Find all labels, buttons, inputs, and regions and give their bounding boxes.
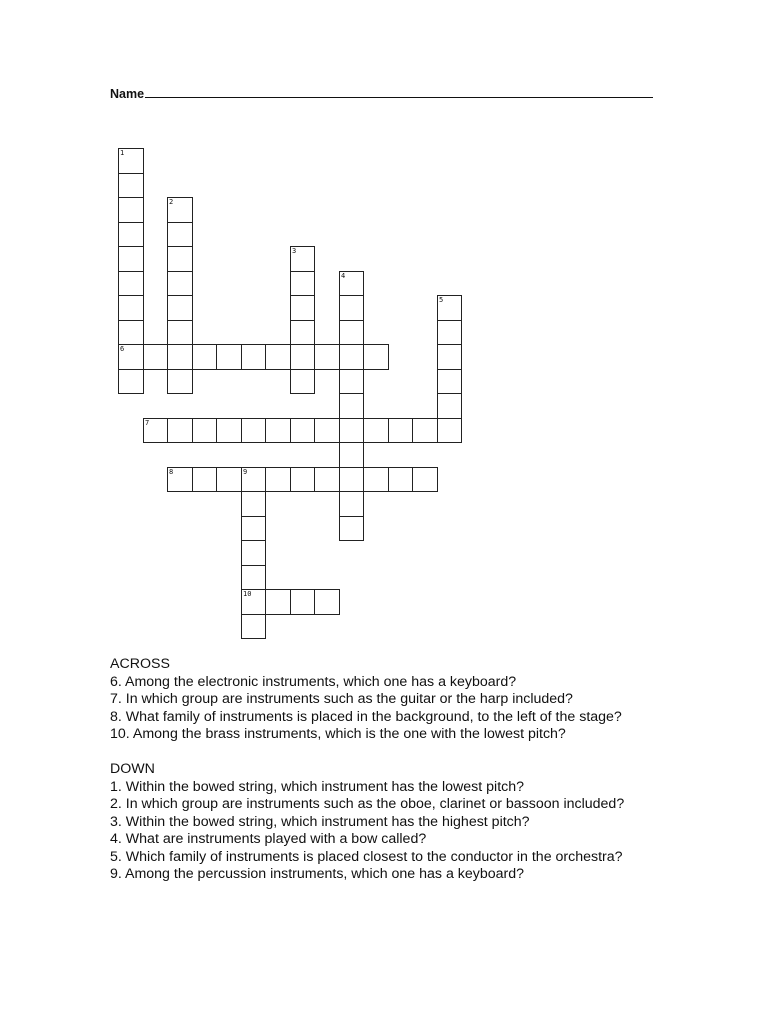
grid-cell[interactable] bbox=[241, 344, 266, 370]
grid-cell[interactable] bbox=[265, 589, 291, 615]
grid-cell[interactable] bbox=[241, 565, 266, 590]
grid-cell[interactable] bbox=[437, 369, 462, 394]
grid-cell[interactable] bbox=[241, 418, 266, 443]
clue-number: 1 bbox=[120, 149, 125, 157]
grid-cell[interactable] bbox=[412, 467, 438, 492]
grid-cell[interactable] bbox=[339, 393, 364, 419]
grid-cell[interactable] bbox=[167, 418, 193, 443]
grid-cell[interactable] bbox=[290, 418, 315, 443]
grid-cell[interactable] bbox=[167, 344, 193, 370]
grid-cell[interactable] bbox=[118, 222, 144, 247]
grid-cell[interactable] bbox=[118, 344, 144, 370]
down-clue-3: 3. Within the bowed string, which instrument has the highest pitch? bbox=[110, 813, 530, 830]
grid-cell[interactable] bbox=[388, 467, 413, 492]
clue-number: 6 bbox=[120, 345, 125, 353]
clue-number: 10 bbox=[243, 590, 252, 598]
grid-cell[interactable] bbox=[290, 344, 315, 370]
grid-cell[interactable] bbox=[118, 320, 144, 345]
grid-cell[interactable] bbox=[290, 246, 315, 272]
grid-cell[interactable] bbox=[437, 344, 462, 370]
grid-cell[interactable] bbox=[167, 369, 193, 394]
grid-cell[interactable] bbox=[118, 197, 144, 223]
grid-cell[interactable] bbox=[363, 467, 389, 492]
grid-cell[interactable] bbox=[265, 418, 291, 443]
grid-cell[interactable] bbox=[339, 516, 364, 541]
grid-cell[interactable] bbox=[363, 344, 389, 370]
grid-cell[interactable] bbox=[314, 589, 340, 615]
grid-cell[interactable] bbox=[290, 369, 315, 394]
grid-cell[interactable] bbox=[118, 369, 144, 394]
down-clue-5: 5. Which family of instruments is placed closest to the conductor in the orchestra? bbox=[110, 848, 623, 865]
grid-cell[interactable] bbox=[339, 369, 364, 394]
grid-cell[interactable] bbox=[167, 222, 193, 247]
name-label: Name bbox=[110, 87, 145, 101]
grid-cell[interactable] bbox=[241, 540, 266, 566]
grid-cell[interactable] bbox=[437, 320, 462, 345]
clue-list bbox=[110, 656, 650, 884]
grid-cell[interactable] bbox=[118, 148, 144, 174]
grid-cell[interactable] bbox=[118, 295, 144, 321]
clue-number: 5 bbox=[439, 296, 444, 304]
grid-cell[interactable] bbox=[314, 344, 340, 370]
down-clue-9: 9. Among the percussion instruments, which one has a keyboard? bbox=[110, 866, 525, 882]
grid-cell[interactable] bbox=[339, 467, 364, 492]
across-clue-6: 6. Among the electronic instruments, which one has a keyboard? bbox=[110, 673, 517, 690]
grid-cell[interactable] bbox=[412, 418, 438, 443]
grid-cell[interactable] bbox=[167, 271, 193, 296]
grid-cell[interactable] bbox=[314, 467, 340, 492]
across-heading: ACROSS bbox=[110, 656, 170, 672]
grid-cell[interactable] bbox=[290, 467, 315, 492]
grid-cell[interactable] bbox=[143, 344, 168, 370]
clue-number: 2 bbox=[169, 198, 174, 206]
grid-cell[interactable] bbox=[290, 589, 315, 615]
grid-cell[interactable] bbox=[192, 344, 217, 370]
grid-cell[interactable] bbox=[339, 344, 364, 370]
clue-spacer bbox=[110, 744, 650, 762]
grid-cell[interactable] bbox=[388, 418, 413, 443]
grid-cell[interactable] bbox=[339, 271, 364, 296]
grid-cell[interactable] bbox=[216, 467, 242, 492]
grid-cell[interactable] bbox=[192, 418, 217, 443]
grid-cell[interactable] bbox=[290, 320, 315, 345]
grid-cell[interactable] bbox=[339, 320, 364, 345]
down-clue-2: 2. In which group are instruments such as the oboe, clarinet or bassoon included? bbox=[110, 796, 625, 812]
clue-number: 4 bbox=[341, 272, 346, 280]
clue-number: 9 bbox=[243, 468, 248, 476]
grid-cell[interactable] bbox=[339, 491, 364, 517]
grid-cell[interactable] bbox=[216, 344, 242, 370]
grid-cell[interactable] bbox=[118, 271, 144, 296]
clue-number: 8 bbox=[169, 468, 174, 476]
grid-cell[interactable] bbox=[192, 467, 217, 492]
across-clue-7: 7. In which group are instruments such as the guitar or the harp included? bbox=[110, 691, 573, 707]
grid-cell[interactable] bbox=[241, 589, 266, 615]
grid-cell[interactable] bbox=[167, 197, 193, 223]
grid-cell[interactable] bbox=[314, 418, 340, 443]
grid-cell[interactable] bbox=[241, 516, 266, 541]
grid-cell[interactable] bbox=[339, 442, 364, 468]
grid-cell[interactable] bbox=[339, 418, 364, 443]
grid-cell[interactable] bbox=[437, 295, 462, 321]
grid-cell[interactable] bbox=[118, 246, 144, 272]
grid-cell[interactable] bbox=[167, 320, 193, 345]
down-heading: DOWN bbox=[110, 761, 155, 777]
grid-cell[interactable] bbox=[437, 393, 462, 419]
grid-cell[interactable] bbox=[118, 173, 144, 198]
grid-cell[interactable] bbox=[216, 418, 242, 443]
across-clue-10: 10. Among the brass instruments, which is the one with the lowest pitch? bbox=[110, 726, 566, 742]
grid-cell[interactable] bbox=[339, 295, 364, 321]
down-clue-1: 1. Within the bowed string, which instrument has the lowest pitch? bbox=[110, 778, 525, 795]
grid-cell[interactable] bbox=[290, 295, 315, 321]
grid-cell[interactable] bbox=[437, 418, 462, 443]
grid-cell[interactable] bbox=[167, 467, 193, 492]
grid-cell[interactable] bbox=[241, 467, 266, 492]
grid-cell[interactable] bbox=[363, 418, 389, 443]
grid-cell[interactable] bbox=[241, 614, 266, 639]
across-clue-8: 8. What family of instruments is placed in the background, to the left of the stage? bbox=[110, 708, 622, 725]
grid-cell[interactable] bbox=[265, 467, 291, 492]
grid-cell[interactable] bbox=[167, 295, 193, 321]
grid-cell[interactable] bbox=[167, 246, 193, 272]
grid-cell[interactable] bbox=[290, 271, 315, 296]
grid-cell[interactable] bbox=[241, 491, 266, 517]
down-clue-4: 4. What are instruments played with a bow called? bbox=[110, 831, 427, 847]
clue-number: 7 bbox=[145, 419, 150, 427]
grid-cell[interactable] bbox=[143, 418, 168, 443]
clue-number: 3 bbox=[292, 247, 297, 255]
grid-cell[interactable] bbox=[265, 344, 291, 370]
